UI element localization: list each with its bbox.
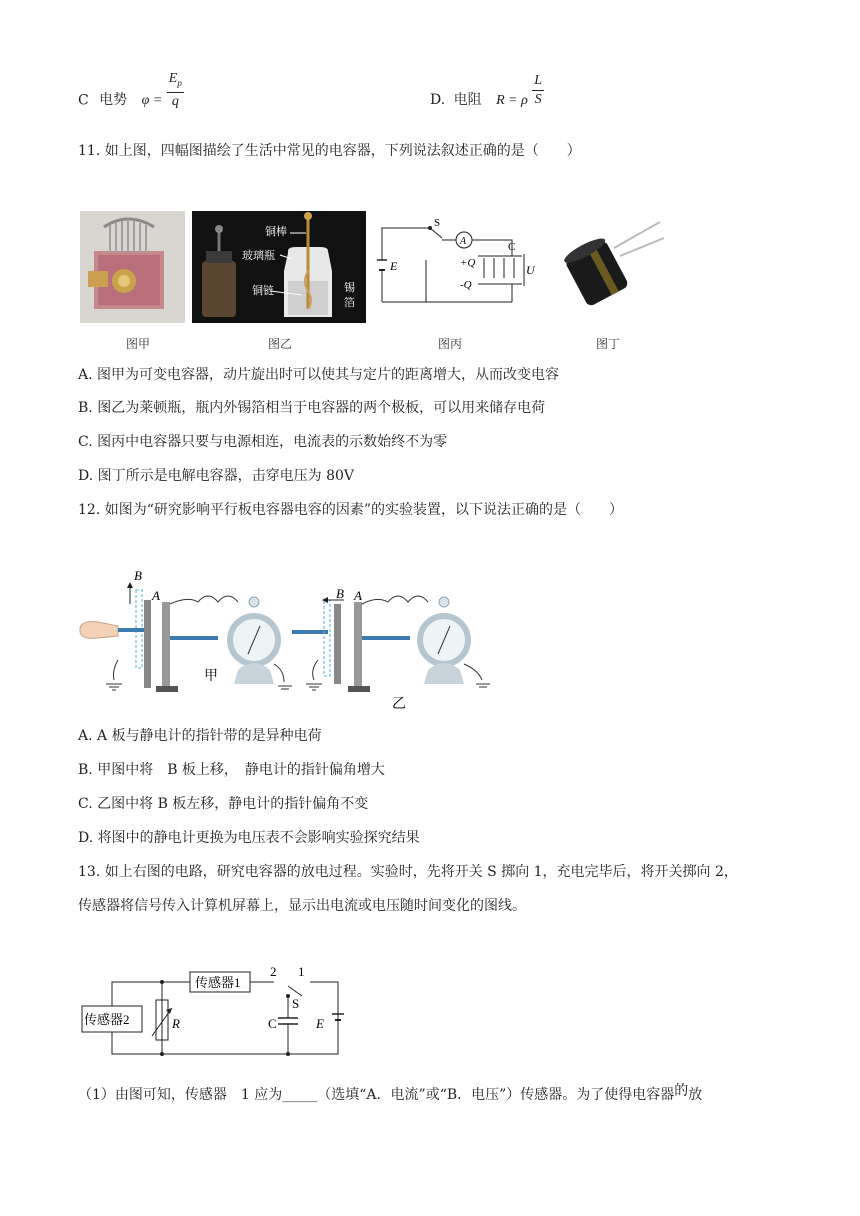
q12-option-c: C. 乙图中将 B 板左移，静电计的指针偏角不变 <box>78 796 369 812</box>
option-label: D. <box>430 92 446 108</box>
label-sensor2: 传感器2 <box>84 1012 130 1027</box>
label-resistor: R <box>172 1016 180 1031</box>
frac-den: q <box>171 93 179 109</box>
label-capacitor: C <box>508 241 516 253</box>
q11-option-a: A. 图甲为可变电容器，动片旋出时可以使其与定片的距离增大，从而改变电容 <box>78 367 560 383</box>
caption-jia: 图甲 <box>126 337 151 351</box>
formula-lhs: R = ρ <box>496 93 528 108</box>
setup-jia <box>80 582 292 692</box>
label-copper-chain: 铜链 <box>252 285 274 297</box>
label-plate-b-jia: B <box>134 568 142 583</box>
caption-bing: 图丙 <box>438 337 463 351</box>
formula-lhs: φ = <box>141 93 163 109</box>
frac-num: E <box>168 71 178 86</box>
q12-option-d: D. 将图中的静电计更换为电压表不会影响实验探究结果 <box>78 830 420 846</box>
label-copper-rod: 铜棒 <box>265 226 287 238</box>
label-plate-a-yi: A <box>354 588 362 603</box>
q12-stem: 12. 如图为“研究影响平行板电容器电容的因素”的实验装置，以下说法正确的是（ ） <box>78 502 624 518</box>
fig-bing-circuit <box>372 218 538 310</box>
label-terminal-1: 1 <box>298 964 305 979</box>
option-text: 电阻 <box>453 92 482 108</box>
option-text: 电势 <box>99 92 128 109</box>
label-switch-s: S <box>292 996 300 1011</box>
fig-q13-circuit <box>78 962 358 1062</box>
caption-yi: 图乙 <box>268 337 293 351</box>
label-ammeter: A <box>460 236 467 247</box>
fig-ding-electrolytic-capacitor <box>560 218 666 308</box>
formula-fraction <box>167 70 184 111</box>
q13-sub1-text: （1）由图可知，传感器 1 应为_____（选填“A．电流”或“B．电压”）传感器。为了使得电容器 <box>78 1087 675 1103</box>
caption-ding: 图丁 <box>596 337 621 351</box>
setup-yi <box>292 596 490 692</box>
option-d <box>430 72 544 111</box>
frac-den: S <box>534 91 542 107</box>
label-capacitor-c: C <box>268 1016 277 1031</box>
formula-fraction <box>532 72 544 109</box>
q13-sub1 <box>78 1085 702 1105</box>
fig-q12-electroscope-setup <box>78 560 502 710</box>
label-sensor1: 传感器1 <box>195 975 241 990</box>
label-glass-jar: 玻璃瓶 <box>242 250 275 262</box>
label-terminal-2: 2 <box>270 964 277 979</box>
label-plus-q: +Q <box>460 257 476 269</box>
label-voltage: U <box>526 263 535 277</box>
q13-sub1-end: 放 <box>688 1087 703 1103</box>
label-emf: E <box>390 259 398 273</box>
label-plate-b-yi: B <box>336 586 344 601</box>
option-label: C <box>78 92 89 109</box>
q12-option-b: B. 甲图中将 B 板上移， 静电计的指针偏角增大 <box>78 762 385 778</box>
option-c <box>78 71 184 111</box>
q13-sub1-raised: 的 <box>674 1083 689 1099</box>
label-foil-2: 箔 <box>344 297 355 309</box>
q13-stem-line2: 传感器将信号传入计算机屏幕上，显示出电流或电压随时间变化的图线。 <box>78 898 526 914</box>
q13-stem-line1: 13. 如上右图的电路，研究电容器的放电过程。实验时，先将开关 S 掷向 1，充电完毕后，将开关掷向 2， <box>78 864 738 880</box>
q11-stem: 11. 如上图，四幅图描绘了生活中常见的电容器，下列说法叙述正确的是（ ） <box>78 143 581 159</box>
label-switch: S <box>434 218 441 229</box>
fig-yi-leyden-jar <box>192 211 366 323</box>
label-jia: 甲 <box>204 669 218 684</box>
label-plate-a-jia: A <box>152 588 160 603</box>
frac-num: L <box>532 72 544 91</box>
label-tin-1: 锡 <box>344 282 355 294</box>
q11-option-b: B. 图乙为莱顿瓶，瓶内外锡箔相当于电容器的两个极板，可以用来储存电荷 <box>78 400 546 416</box>
fig-jia-variable-capacitor <box>80 211 185 323</box>
q11-option-d: D. 图丁所示是电解电容器，击穿电压为 80V <box>78 468 354 484</box>
label-minus-q: -Q <box>460 279 472 291</box>
q11-option-c: C. 图丙中电容器只要与电源相连，电流表的示数始终不为零 <box>78 434 448 450</box>
frac-num-sub: p <box>177 77 182 88</box>
q12-option-a: A. A 板与静电计的指针带的是异种电荷 <box>78 728 322 744</box>
label-emf-e: E <box>316 1016 324 1031</box>
label-yi: 乙 <box>392 697 406 710</box>
